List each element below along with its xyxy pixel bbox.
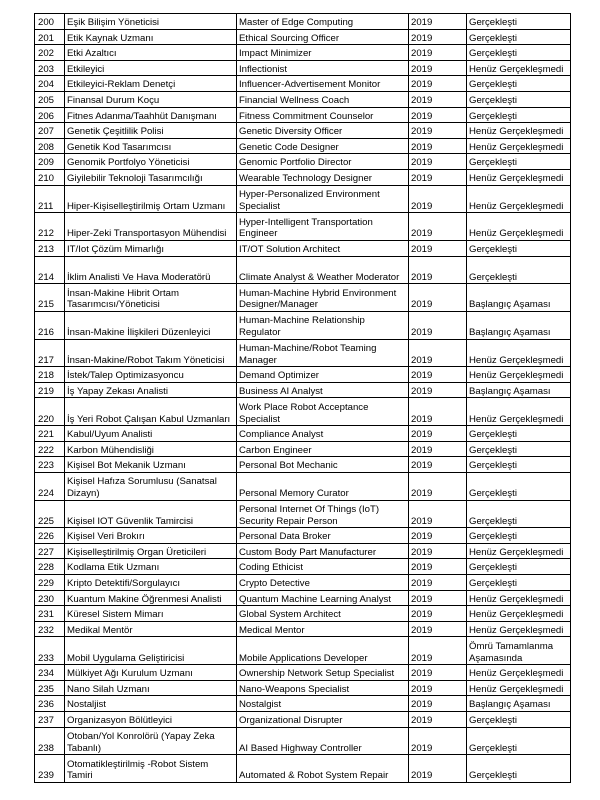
turkish-title-cell: İnsan-Makine İlişkileri Düzenleyici (65, 311, 237, 339)
year-cell: 2019 (409, 123, 467, 139)
row-number-cell: 225 (35, 500, 65, 528)
english-title-cell: Automated & Robot System Repair (237, 755, 409, 783)
row-number-cell: 222 (35, 441, 65, 457)
turkish-title-cell: Kişisel Bot Mekanik Uzmanı (65, 457, 237, 473)
english-title-cell: Crypto Detective (237, 575, 409, 591)
status-cell: Gerçekleşti (467, 29, 571, 45)
status-cell: Henüz Gerçekleşmedi (467, 590, 571, 606)
english-title-cell: Influencer-Advertisement Monitor (237, 76, 409, 92)
english-title-cell: Nostalgist (237, 696, 409, 712)
turkish-title-cell: Nano Silah Uzmanı (65, 680, 237, 696)
turkish-title-cell: Giyilebilir Teknoloji Tasarımcılığı (65, 169, 237, 185)
row-number-cell: 217 (35, 339, 65, 367)
turkish-title-cell: Mülkiyet Ağı Kurulum Uzmanı (65, 665, 237, 681)
table-row (35, 727, 571, 755)
row-number-cell: 211 (35, 185, 65, 213)
year-cell: 2019 (409, 590, 467, 606)
english-title-cell: Custom Body Part Manufacturer (237, 543, 409, 559)
year-cell: 2019 (409, 543, 467, 559)
english-title-cell: Personal Memory Curator (237, 472, 409, 500)
english-title-cell: AI Based Highway Controller (237, 727, 409, 755)
table-row (35, 606, 571, 622)
table-row (35, 138, 571, 154)
table-body (35, 14, 571, 783)
status-cell: Gerçekleşti (467, 559, 571, 575)
english-title-cell: Organizational Disrupter (237, 711, 409, 727)
english-title-cell: Personal Bot Mechanic (237, 457, 409, 473)
turkish-title-cell: Kodlama Etik Uzmanı (65, 559, 237, 575)
turkish-title-cell: Otomatikleştirilmiş -Robot Sistem Tamiri (65, 755, 237, 783)
table-row (35, 284, 571, 312)
status-cell: Henüz Gerçekleşmedi (467, 339, 571, 367)
year-cell: 2019 (409, 14, 467, 30)
turkish-title-cell: Hiper-Zeki Transportasyon Mühendisi (65, 213, 237, 241)
table-row (35, 755, 571, 783)
document-sheet (34, 13, 571, 783)
year-cell: 2019 (409, 457, 467, 473)
status-cell: Başlangıç Aşaması (467, 284, 571, 312)
turkish-title-cell: Hiper-Kişiselleştirilmiş Ortam Uzmanı (65, 185, 237, 213)
status-cell: Henüz Gerçekleşmedi (467, 621, 571, 637)
table-row (35, 91, 571, 107)
row-number-cell: 231 (35, 606, 65, 622)
table-row (35, 76, 571, 92)
row-number-cell: 223 (35, 457, 65, 473)
turkish-title-cell: İş Yeri Robot Çalışan Kabul Uzmanları (65, 398, 237, 426)
english-title-cell: Nano-Weapons Specialist (237, 680, 409, 696)
english-title-cell: Global System Architect (237, 606, 409, 622)
table-row (35, 559, 571, 575)
status-cell: Henüz Gerçekleşmedi (467, 60, 571, 76)
row-number-cell: 235 (35, 680, 65, 696)
year-cell: 2019 (409, 29, 467, 45)
status-cell: Henüz Gerçekleşmedi (467, 169, 571, 185)
table-row (35, 213, 571, 241)
row-number-cell: 201 (35, 29, 65, 45)
table-row (35, 311, 571, 339)
year-cell: 2019 (409, 339, 467, 367)
turkish-title-cell: Etik Kaynak Uzmanı (65, 29, 237, 45)
table-row (35, 154, 571, 170)
english-title-cell: Master of Edge Computing (237, 14, 409, 30)
english-title-cell: Medical Mentor (237, 621, 409, 637)
status-cell: Başlangıç Aşaması (467, 696, 571, 712)
year-cell: 2019 (409, 311, 467, 339)
row-number-cell: 209 (35, 154, 65, 170)
turkish-title-cell: Medikal Mentör (65, 621, 237, 637)
turkish-title-cell: Kişisel Veri Brokırı (65, 528, 237, 544)
status-cell: Henüz Gerçekleşmedi (467, 398, 571, 426)
status-cell: Başlangıç Aşaması (467, 382, 571, 398)
english-title-cell: IT/OT Solution Architect (237, 240, 409, 256)
status-cell: Henüz Gerçekleşmedi (467, 185, 571, 213)
english-title-cell: Genetic Code Designer (237, 138, 409, 154)
turkish-title-cell: Finansal Durum Koçu (65, 91, 237, 107)
year-cell: 2019 (409, 575, 467, 591)
row-number-cell: 213 (35, 240, 65, 256)
table-row (35, 107, 571, 123)
english-title-cell: Compliance Analyst (237, 426, 409, 442)
english-title-cell: Personal Internet Of Things (IoT) Security Repair Person (237, 500, 409, 528)
table-row (35, 500, 571, 528)
status-cell: Gerçekleşti (467, 256, 571, 284)
english-title-cell: Ownership Network Setup Specialist (237, 665, 409, 681)
english-title-cell: Climate Analyst & Weather Moderator (237, 256, 409, 284)
row-number-cell: 207 (35, 123, 65, 139)
turkish-title-cell: Otoban/Yol Konrolörü (Yapay Zeka Tabanlı) (65, 727, 237, 755)
status-cell: Gerçekleşti (467, 472, 571, 500)
table-row (35, 711, 571, 727)
row-number-cell: 216 (35, 311, 65, 339)
english-title-cell: Human-Machine/Robot Teaming Manager (237, 339, 409, 367)
turkish-title-cell: Küresel Sistem Mimarı (65, 606, 237, 622)
table-row (35, 696, 571, 712)
year-cell: 2019 (409, 637, 467, 665)
row-number-cell: 208 (35, 138, 65, 154)
row-number-cell: 224 (35, 472, 65, 500)
table-row (35, 256, 571, 284)
table-row (35, 367, 571, 383)
row-number-cell: 236 (35, 696, 65, 712)
year-cell: 2019 (409, 398, 467, 426)
year-cell: 2019 (409, 169, 467, 185)
year-cell: 2019 (409, 696, 467, 712)
status-cell: Gerçekleşti (467, 528, 571, 544)
row-number-cell: 237 (35, 711, 65, 727)
turkish-title-cell: Etkileyici (65, 60, 237, 76)
status-cell: Henüz Gerçekleşmedi (467, 543, 571, 559)
status-cell: Gerçekleşti (467, 240, 571, 256)
english-title-cell: Hyper-Intelligent Transportation Engineer (237, 213, 409, 241)
year-cell: 2019 (409, 256, 467, 284)
table-row (35, 382, 571, 398)
english-title-cell: Fitness Commitment Counselor (237, 107, 409, 123)
occupation-table (34, 13, 571, 783)
year-cell: 2019 (409, 91, 467, 107)
status-cell: Gerçekleşti (467, 426, 571, 442)
row-number-cell: 219 (35, 382, 65, 398)
status-cell: Ömrü Tamamlanma Aşamasında (467, 637, 571, 665)
year-cell: 2019 (409, 154, 467, 170)
english-title-cell: Work Place Robot Acceptance Specialist (237, 398, 409, 426)
english-title-cell: Impact Minimizer (237, 45, 409, 61)
turkish-title-cell: Kişisel Hafıza Sorumlusu (Sanatsal Dizayn) (65, 472, 237, 500)
turkish-title-cell: İklim Analisti Ve Hava Moderatörü (65, 256, 237, 284)
row-number-cell: 239 (35, 755, 65, 783)
status-cell: Gerçekleşti (467, 76, 571, 92)
status-cell: Gerçekleşti (467, 500, 571, 528)
year-cell: 2019 (409, 138, 467, 154)
status-cell: Henüz Gerçekleşmedi (467, 665, 571, 681)
english-title-cell: Quantum Machine Learning Analyst (237, 590, 409, 606)
row-number-cell: 229 (35, 575, 65, 591)
turkish-title-cell: İstek/Talep Optimizasyoncu (65, 367, 237, 383)
status-cell: Henüz Gerçekleşmedi (467, 367, 571, 383)
table-row (35, 680, 571, 696)
status-cell: Henüz Gerçekleşmedi (467, 213, 571, 241)
row-number-cell: 230 (35, 590, 65, 606)
table-row (35, 590, 571, 606)
year-cell: 2019 (409, 76, 467, 92)
table-row (35, 123, 571, 139)
english-title-cell: Genomic Portfolio Director (237, 154, 409, 170)
turkish-title-cell: Etki Azaltıcı (65, 45, 237, 61)
year-cell: 2019 (409, 382, 467, 398)
english-title-cell: Wearable Technology Designer (237, 169, 409, 185)
table-row (35, 575, 571, 591)
status-cell: Gerçekleşti (467, 457, 571, 473)
turkish-title-cell: Fitnes Adanma/Taahhüt Danışmanı (65, 107, 237, 123)
table-row (35, 29, 571, 45)
status-cell: Gerçekleşti (467, 575, 571, 591)
table-row (35, 60, 571, 76)
row-number-cell: 214 (35, 256, 65, 284)
year-cell: 2019 (409, 240, 467, 256)
row-number-cell: 228 (35, 559, 65, 575)
english-title-cell: Financial Wellness Coach (237, 91, 409, 107)
year-cell: 2019 (409, 367, 467, 383)
status-cell: Henüz Gerçekleşmedi (467, 680, 571, 696)
turkish-title-cell: Kişiselleştirilmiş Organ Üreticileri (65, 543, 237, 559)
turkish-title-cell: Etkileyici-Reklam Denetçi (65, 76, 237, 92)
year-cell: 2019 (409, 727, 467, 755)
year-cell: 2019 (409, 500, 467, 528)
table-row (35, 665, 571, 681)
english-title-cell: Human-Machine Relationship Regulator (237, 311, 409, 339)
year-cell: 2019 (409, 213, 467, 241)
year-cell: 2019 (409, 45, 467, 61)
status-cell: Gerçekleşti (467, 727, 571, 755)
table-row (35, 169, 571, 185)
table-row (35, 472, 571, 500)
table-row (35, 637, 571, 665)
row-number-cell: 233 (35, 637, 65, 665)
row-number-cell: 234 (35, 665, 65, 681)
english-title-cell: Mobile Applications Developer (237, 637, 409, 665)
english-title-cell: Coding Ethicist (237, 559, 409, 575)
status-cell: Gerçekleşti (467, 45, 571, 61)
turkish-title-cell: Genetik Kod Tasarımcısı (65, 138, 237, 154)
english-title-cell: Business AI Analyst (237, 382, 409, 398)
status-cell: Henüz Gerçekleşmedi (467, 123, 571, 139)
english-title-cell: Carbon Engineer (237, 441, 409, 457)
year-cell: 2019 (409, 559, 467, 575)
status-cell: Gerçekleşti (467, 154, 571, 170)
table-row (35, 426, 571, 442)
status-cell: Başlangıç Aşaması (467, 311, 571, 339)
status-cell: Gerçekleşti (467, 107, 571, 123)
year-cell: 2019 (409, 755, 467, 783)
year-cell: 2019 (409, 284, 467, 312)
row-number-cell: 210 (35, 169, 65, 185)
turkish-title-cell: İnsan-Makine Hibrit Ortam Tasarımcısı/Yöneticisi (65, 284, 237, 312)
table-row (35, 45, 571, 61)
row-number-cell: 200 (35, 14, 65, 30)
turkish-title-cell: Eşik Bilişim Yöneticisi (65, 14, 237, 30)
year-cell: 2019 (409, 185, 467, 213)
row-number-cell: 206 (35, 107, 65, 123)
year-cell: 2019 (409, 472, 467, 500)
english-title-cell: Inflectionist (237, 60, 409, 76)
table-row (35, 185, 571, 213)
year-cell: 2019 (409, 711, 467, 727)
status-cell: Gerçekleşti (467, 711, 571, 727)
row-number-cell: 218 (35, 367, 65, 383)
table-row (35, 398, 571, 426)
year-cell: 2019 (409, 528, 467, 544)
status-cell: Gerçekleşti (467, 14, 571, 30)
turkish-title-cell: Kabul/Uyum Analisti (65, 426, 237, 442)
turkish-title-cell: Genomik Portfolyo Yöneticisi (65, 154, 237, 170)
year-cell: 2019 (409, 606, 467, 622)
year-cell: 2019 (409, 621, 467, 637)
table-row (35, 14, 571, 30)
status-cell: Henüz Gerçekleşmedi (467, 138, 571, 154)
table-row (35, 240, 571, 256)
turkish-title-cell: Genetik Çeşitlilik Polisi (65, 123, 237, 139)
turkish-title-cell: Kripto Detektifi/Sorgulayıcı (65, 575, 237, 591)
turkish-title-cell: Karbon Mühendisliği (65, 441, 237, 457)
turkish-title-cell: Mobil Uygulama Geliştiricisi (65, 637, 237, 665)
turkish-title-cell: Organizasyon Bölütleyici (65, 711, 237, 727)
table-row (35, 457, 571, 473)
english-title-cell: Ethical Sourcing Officer (237, 29, 409, 45)
year-cell: 2019 (409, 665, 467, 681)
english-title-cell: Hyper-Personalized Environment Specialist (237, 185, 409, 213)
turkish-title-cell: İş Yapay Zekası Analisti (65, 382, 237, 398)
turkish-title-cell: Nostaljist (65, 696, 237, 712)
table-row (35, 528, 571, 544)
year-cell: 2019 (409, 107, 467, 123)
english-title-cell: Genetic Diversity Officer (237, 123, 409, 139)
row-number-cell: 202 (35, 45, 65, 61)
status-cell: Gerçekleşti (467, 441, 571, 457)
turkish-title-cell: Kuantum Makine Öğrenmesi Analisti (65, 590, 237, 606)
turkish-title-cell: IT/Iot Çözüm Mimarlığı (65, 240, 237, 256)
english-title-cell: Demand Optimizer (237, 367, 409, 383)
turkish-title-cell: İnsan-Makine/Robot Takım Yöneticisi (65, 339, 237, 367)
year-cell: 2019 (409, 441, 467, 457)
year-cell: 2019 (409, 426, 467, 442)
row-number-cell: 238 (35, 727, 65, 755)
row-number-cell: 215 (35, 284, 65, 312)
table-row (35, 441, 571, 457)
row-number-cell: 227 (35, 543, 65, 559)
year-cell: 2019 (409, 60, 467, 76)
status-cell: Gerçekleşti (467, 755, 571, 783)
row-number-cell: 232 (35, 621, 65, 637)
row-number-cell: 226 (35, 528, 65, 544)
status-cell: Henüz Gerçekleşmedi (467, 606, 571, 622)
row-number-cell: 203 (35, 60, 65, 76)
row-number-cell: 220 (35, 398, 65, 426)
row-number-cell: 221 (35, 426, 65, 442)
table-row (35, 339, 571, 367)
turkish-title-cell: Kişisel IOT Güvenlik Tamircisi (65, 500, 237, 528)
row-number-cell: 205 (35, 91, 65, 107)
row-number-cell: 212 (35, 213, 65, 241)
table-row (35, 543, 571, 559)
row-number-cell: 204 (35, 76, 65, 92)
table-row (35, 621, 571, 637)
status-cell: Gerçekleşti (467, 91, 571, 107)
english-title-cell: Human-Machine Hybrid Environment Designer/Manager (237, 284, 409, 312)
english-title-cell: Personal Data Broker (237, 528, 409, 544)
year-cell: 2019 (409, 680, 467, 696)
